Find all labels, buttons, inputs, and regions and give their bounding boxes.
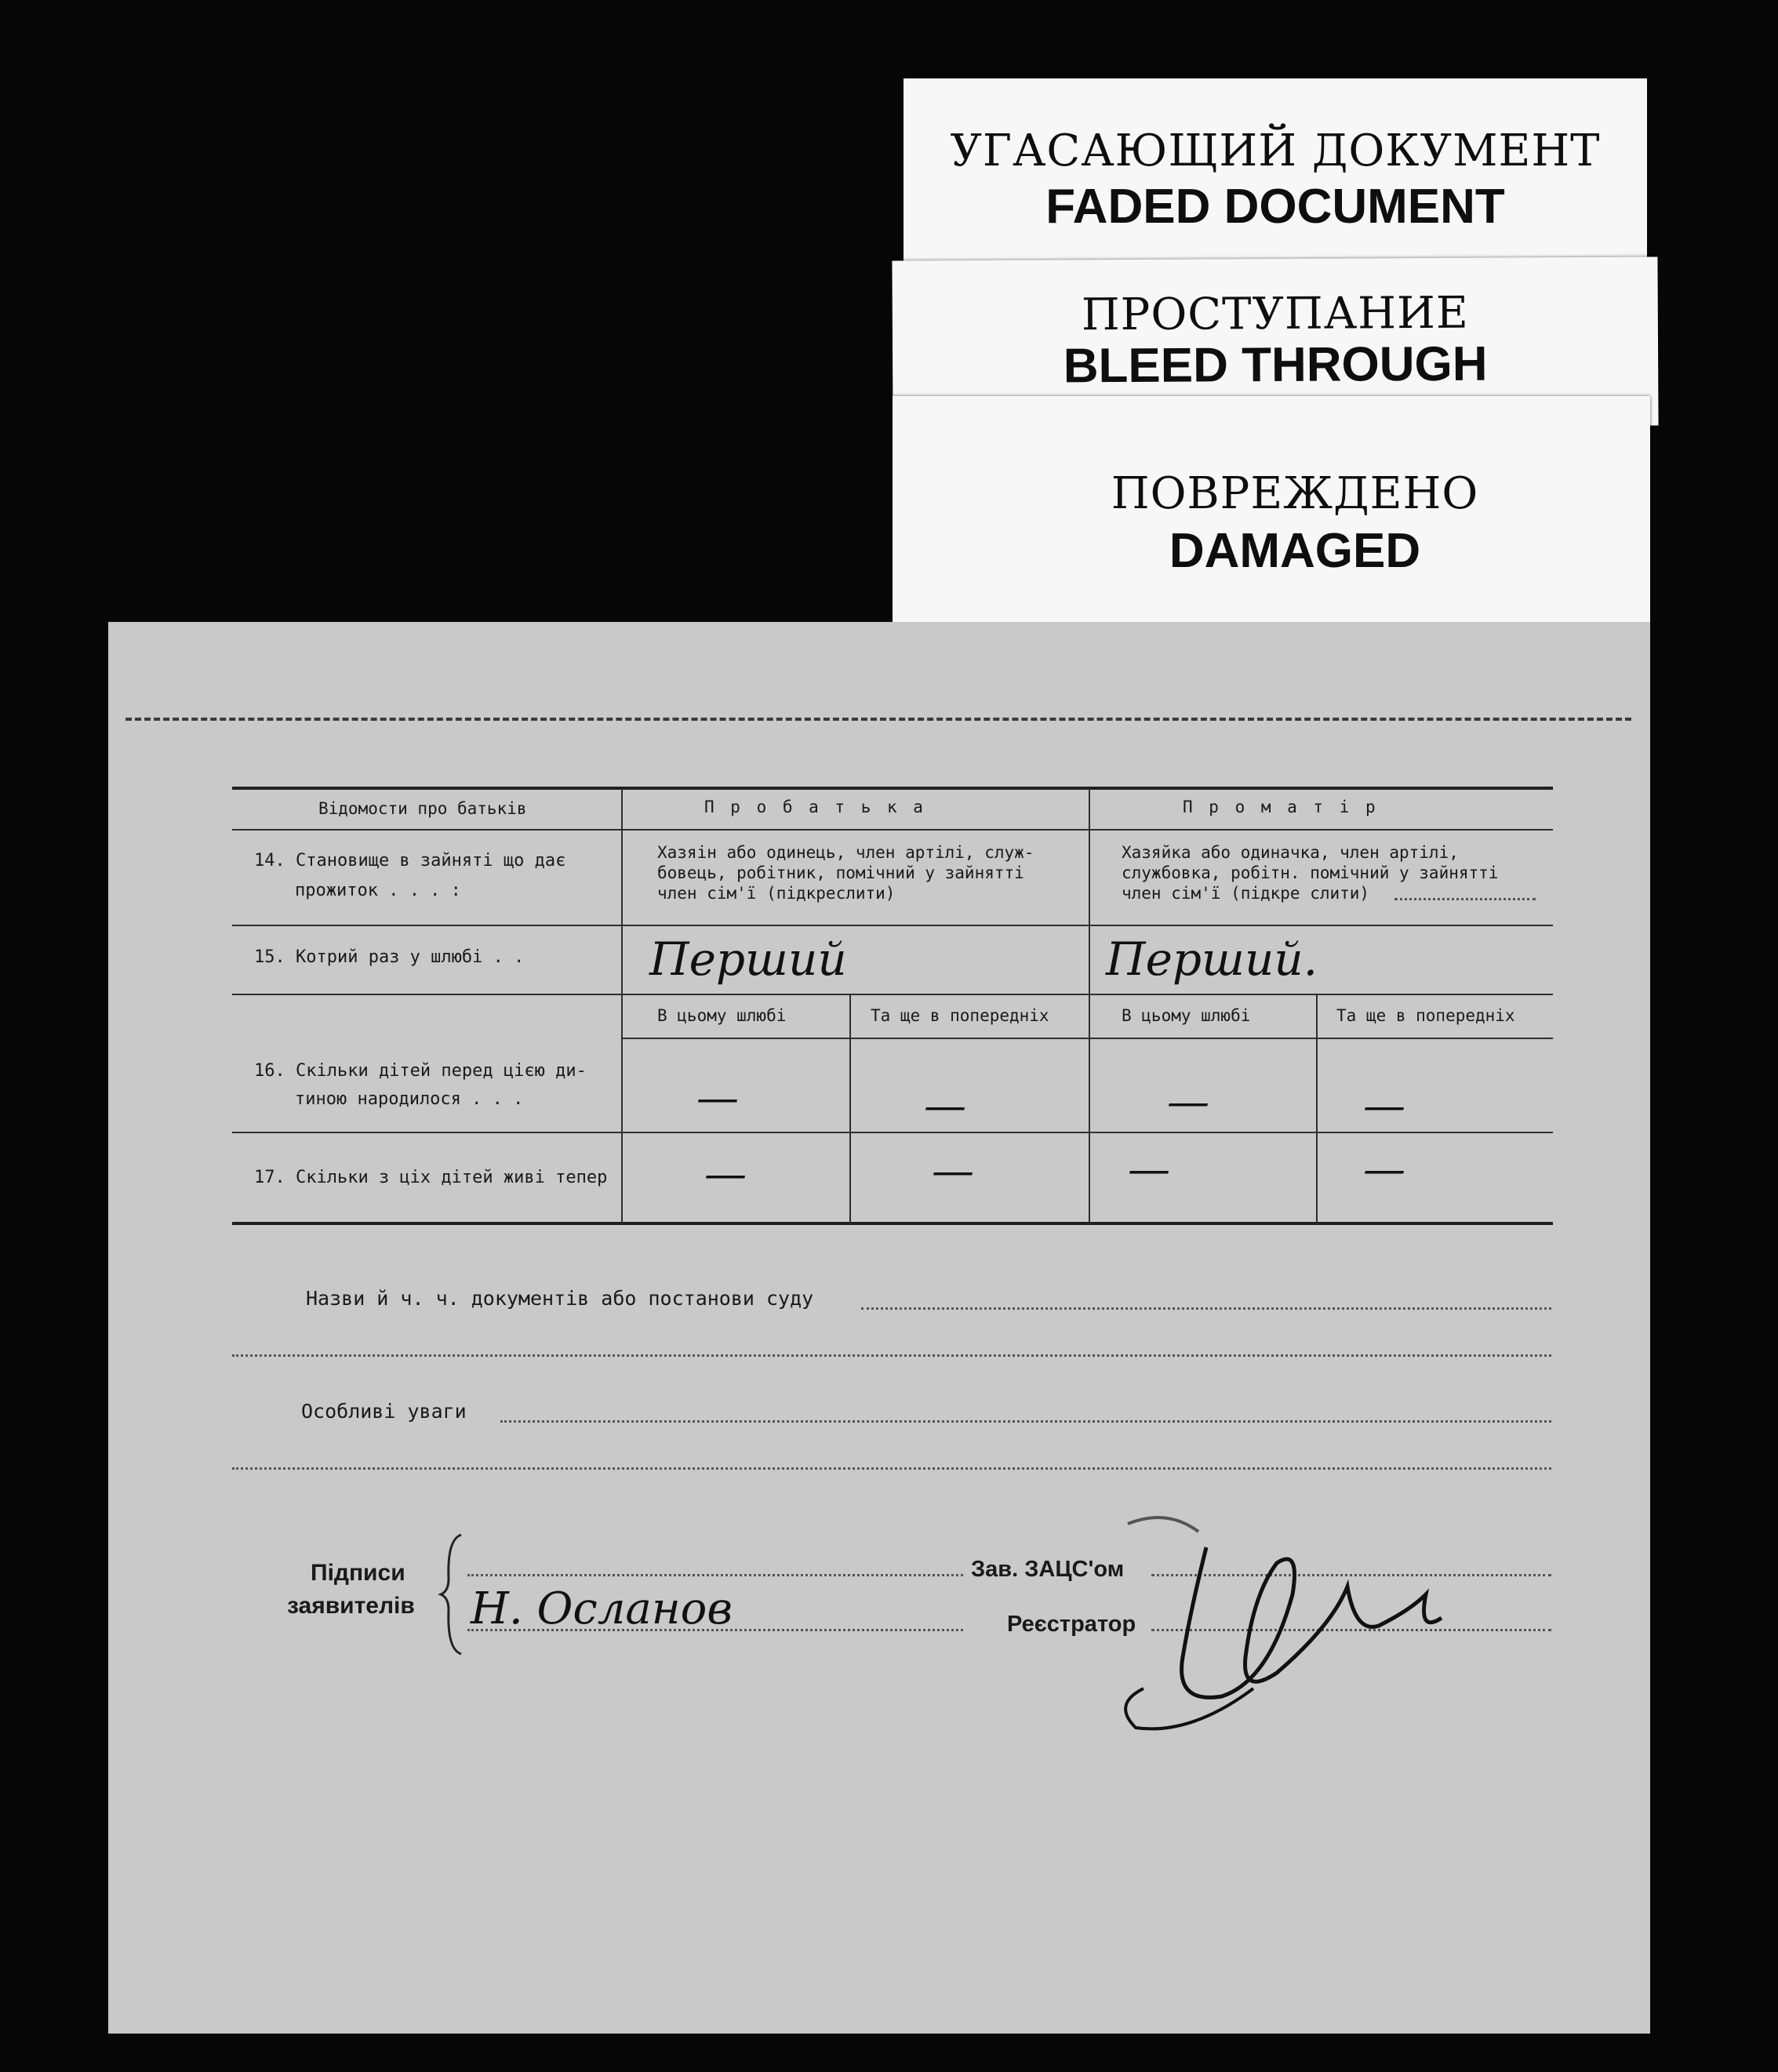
row14-label-1: 14. Становище в зайняті що дає [254, 851, 566, 871]
faded-document-label [904, 78, 1647, 274]
row17-label: 17. Скільки з ціх дітей живі тепер [254, 1168, 608, 1187]
col-divider-1 [621, 788, 623, 1223]
documents-dotline-1 [861, 1307, 1551, 1310]
row14-label-2: прожиток . . . : [295, 881, 461, 900]
row15-father-handwritten: Перший [649, 932, 847, 986]
registrar-signature-image [1096, 1500, 1504, 1751]
row16-father-this-value: — [696, 1073, 739, 1122]
registrar-label: Реєстратор [1007, 1612, 1136, 1637]
row16-mother-this-value: — [1167, 1077, 1209, 1126]
applicant-signature: Н. Осланов [471, 1583, 733, 1634]
subheader-rule [621, 1038, 1553, 1039]
registration-form-sheet [108, 622, 1650, 2034]
row17-father-prev-value: — [932, 1146, 974, 1195]
header-about-father: П р о б а т ь к а [704, 798, 926, 816]
documents-label: Назви й ч. ч. документів або постанови суду [306, 1287, 814, 1310]
label-en-text: BLEED THROUGH [1063, 336, 1488, 394]
head-of-registry-label: Зав. ЗАЦС'ом [971, 1557, 1125, 1582]
perforation-line [125, 718, 1631, 721]
row14-rule [232, 925, 1553, 926]
row17-mother-this-value: — [1128, 1144, 1170, 1194]
row16-rule [232, 1132, 1553, 1133]
row17-father-this-value: — [704, 1149, 747, 1198]
row14-mother-3: член сім'ї (підкре слити) [1122, 884, 1370, 903]
row15-label: 15. Котрий раз у шлюбі . . [254, 947, 525, 967]
damaged-label [893, 396, 1650, 625]
row14-mother-dotline [1394, 898, 1536, 900]
label-en-text: FADED DOCUMENT [1045, 180, 1505, 234]
subheader-father-this-marriage: В цьому шлюбі [657, 1006, 787, 1025]
row14-father-3: член сім'ї (підкреслити) [657, 884, 896, 903]
subheader-father-previous: Та ще в попередніх [871, 1006, 1049, 1025]
signatures-brace [438, 1532, 469, 1657]
row14-mother-2: службовка, робітн. помічний у зайнятті [1122, 863, 1499, 882]
row14-father-1: Хазяін або одинець, член артілі, служ- [657, 843, 1034, 862]
documents-dotline-2 [232, 1354, 1551, 1357]
row16-mother-prev-value: — [1363, 1081, 1405, 1130]
applicant-sign-line-1 [467, 1574, 963, 1576]
signatures-label-2: заявителів [287, 1593, 415, 1619]
table-header-rule [232, 829, 1553, 831]
row15-mother-handwritten: Перший. [1106, 932, 1318, 986]
row16-label-2: тиною народилося . . . [295, 1089, 524, 1109]
signatures-label-1: Підписи [311, 1560, 405, 1586]
row15-rule [232, 994, 1553, 995]
table-bottom-rule [232, 1222, 1553, 1225]
notes-dotline-1 [500, 1420, 1551, 1423]
header-about-mother: П р о м а т і р [1183, 798, 1379, 816]
label-en-text: DAMAGED [1169, 524, 1421, 578]
subheader-mother-this-marriage: В цьому шлюбі [1122, 1006, 1251, 1025]
notes-dotline-2 [232, 1467, 1551, 1470]
col-divider-2 [1089, 788, 1090, 1223]
label-ru-text: ПРОСТУПАНИЕ [1081, 287, 1469, 341]
col-divider-3 [849, 995, 851, 1223]
row16-father-prev-value: — [924, 1081, 966, 1130]
row17-mother-prev-value: — [1363, 1144, 1405, 1194]
label-ru-text: УГАСАЮЩИЙ ДОКУМЕНТ [950, 125, 1601, 176]
row14-father-2: бовець, робітник, помічний у зайнятті [657, 863, 1024, 882]
col-divider-4 [1316, 995, 1318, 1223]
row14-mother-1: Хазяйка або одиначка, член артілі, [1122, 843, 1459, 862]
label-ru-text: ПОВРЕЖДЕНО [1111, 468, 1479, 519]
row16-label-1: 16. Скільки дітей перед цією ди- [254, 1061, 587, 1081]
header-parents-info: Відомости про батьків [318, 799, 527, 818]
notes-label: Особливі уваги [301, 1400, 467, 1423]
table-top-rule [232, 787, 1553, 790]
subheader-mother-previous: Та ще в попередніх [1336, 1006, 1515, 1025]
